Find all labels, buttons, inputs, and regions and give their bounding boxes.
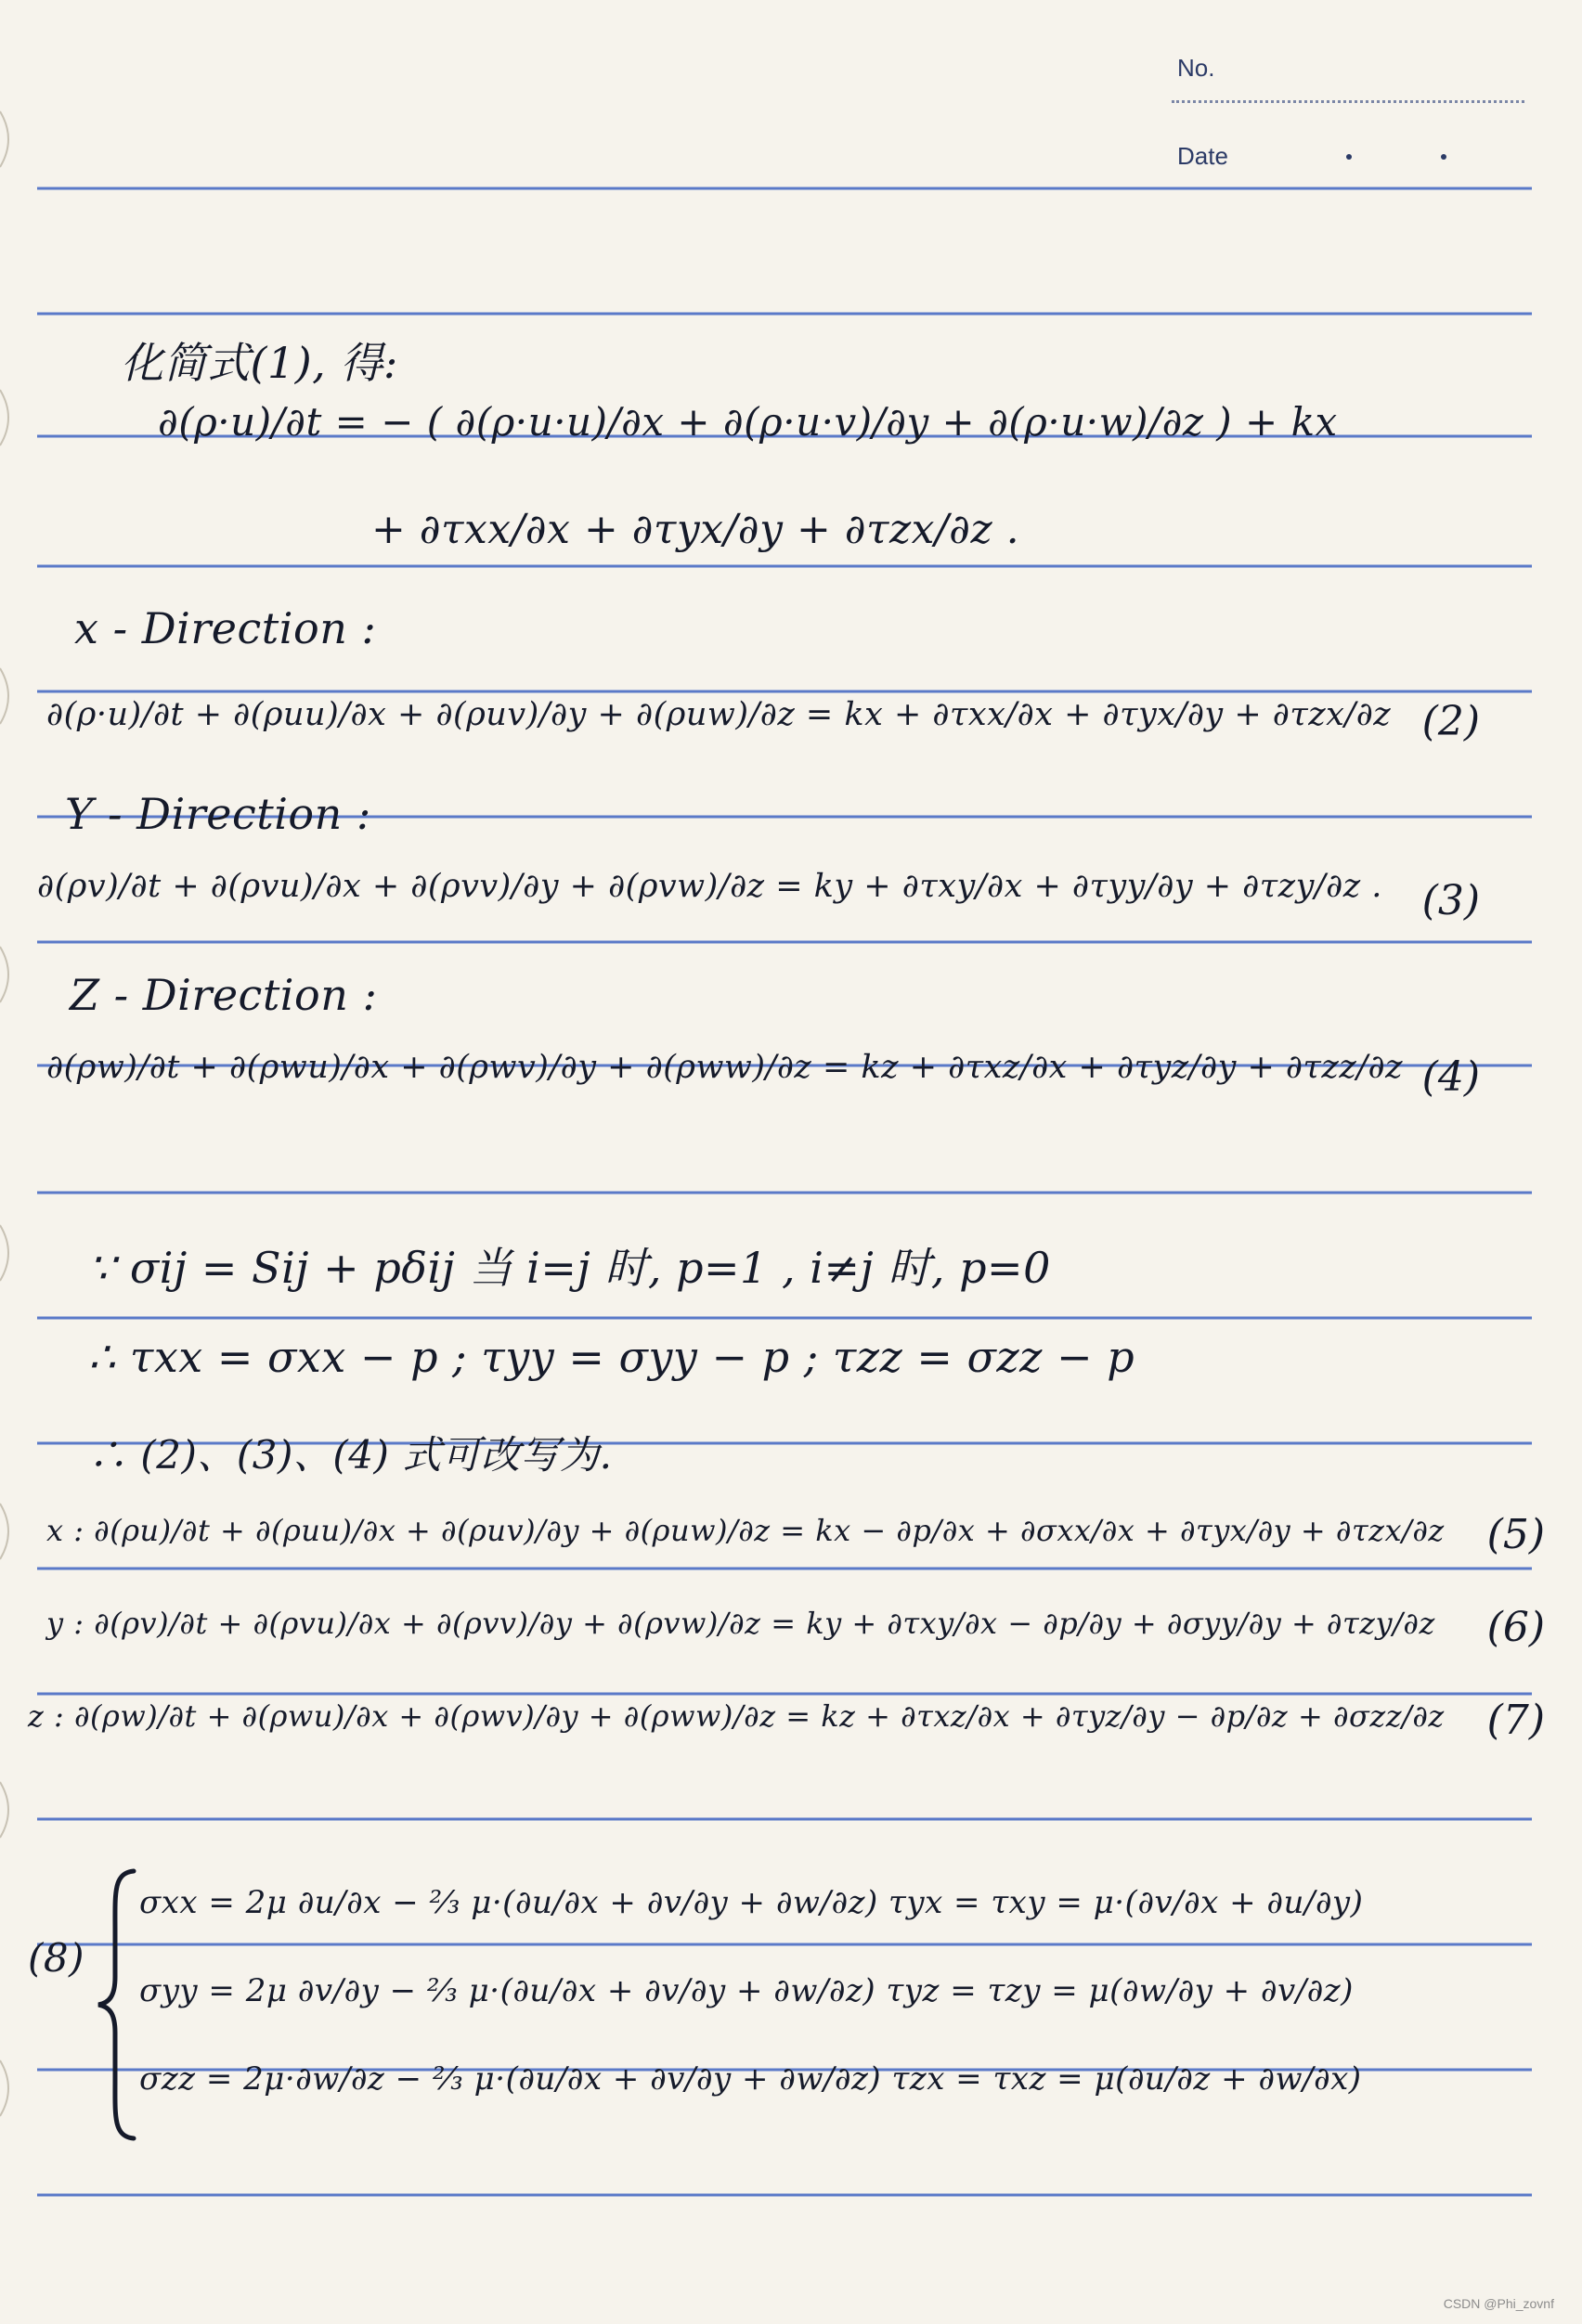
- header-no-line: [1172, 100, 1524, 103]
- equation-6-number: (6): [1486, 1604, 1545, 1651]
- header-no-label: No.: [1177, 54, 1215, 82]
- equation-2: ∂(ρ·u)/∂t + ∂(ρuu)/∂x + ∂(ρuv)/∂y + ∂(ρuw)/∂z = kx + ∂τxx/∂x + ∂τyx/∂y + ∂τzx/∂z: [46, 696, 1392, 733]
- therefore-line-1: ∴ τxx = σxx − p ; τyy = σyy − p ; τzz = σzz − p: [88, 1332, 1135, 1382]
- equation-5-number: (5): [1486, 1511, 1545, 1558]
- z-direction-heading: Z - Direction :: [70, 970, 378, 1020]
- date-separator-dot: [1346, 154, 1352, 160]
- equation-6: y : ∂(ρv)/∂t + ∂(ρvu)/∂x + ∂(ρvv)/∂y + ∂(ρvw)/∂z = ky + ∂τxy/∂x − ∂p/∂y + ∂σyy/∂y + ∂τzy/∂z: [46, 1606, 1435, 1641]
- header-date-label: Date: [1177, 142, 1228, 170]
- equation-3: ∂(ρv)/∂t + ∂(ρvu)/∂x + ∂(ρvv)/∂y + ∂(ρvw)/∂z = ky + ∂τxy/∂x + ∂τyy/∂y + ∂τzy/∂z .: [37, 868, 1382, 905]
- system-brace: [93, 1866, 139, 2144]
- equation-7: z : ∂(ρw)/∂t + ∂(ρwu)/∂x + ∂(ρwv)/∂y + ∂(ρww)/∂z = kz + ∂τxz/∂x + ∂τyz/∂y − ∂p/∂z + ∂σzz/∂z: [28, 1698, 1445, 1734]
- equation-2-number: (2): [1421, 698, 1480, 745]
- therefore-line-2: ∴ (2)、(3)、(4) 式可改写为.: [88, 1432, 613, 1478]
- x-direction-heading: x - Direction :: [74, 603, 377, 653]
- equation-1b: + ∂τxx/∂x + ∂τyx/∂y + ∂τzx/∂z .: [371, 506, 1020, 553]
- equation-4-number: (4): [1421, 1053, 1480, 1101]
- equation-5: x : ∂(ρu)/∂t + ∂(ρuu)/∂x + ∂(ρuv)/∂y + ∂(ρuw)/∂z = kx − ∂p/∂x + ∂σxx/∂x + ∂τyx/∂y + ∂τzx/∂z: [46, 1513, 1445, 1548]
- y-direction-heading: Y - Direction :: [65, 789, 371, 839]
- equation-7-number: (7): [1486, 1697, 1545, 1744]
- watermark: CSDN @Phi_zovnf: [1443, 2296, 1554, 2311]
- date-separator-dot: [1441, 154, 1446, 160]
- equation-8-label: (8): [28, 1935, 84, 1981]
- because-line: ∵ σij = Sij + pδij 当 i=j 时, p=1 , i≠j 时, p=0: [88, 1243, 1051, 1293]
- equation-8b: σyy = 2μ ∂v/∂y − ⅔ μ·(∂u/∂x + ∂v/∂y + ∂w/∂z) τyz = τzy = μ(∂w/∂y + ∂v/∂z): [139, 1972, 1354, 2009]
- equation-3-number: (3): [1421, 877, 1480, 924]
- equation-8c: σzz = 2μ·∂w/∂z − ⅔ μ·(∂u/∂x + ∂v/∂y + ∂w/∂z) τzx = τxz = μ(∂u/∂z + ∂w/∂x): [139, 2060, 1362, 2098]
- equation-4: ∂(ρw)/∂t + ∂(ρwu)/∂x + ∂(ρwv)/∂y + ∂(ρww)/∂z = kz + ∂τxz/∂x + ∂τyz/∂y + ∂τzz/∂z: [46, 1049, 1404, 1086]
- intro-line: 化简式(1), 得:: [121, 338, 398, 388]
- equation-8a: σxx = 2μ ∂u/∂x − ⅔ μ·(∂u/∂x + ∂v/∂y + ∂w/∂z) τyx = τxy = μ·(∂v/∂x + ∂u/∂y): [139, 1884, 1364, 1921]
- equation-1a: ∂(ρ·u)/∂t = − ( ∂(ρ·u·u)/∂x + ∂(ρ·u·v)/∂y + ∂(ρ·u·w)/∂z ) + kx: [158, 399, 1338, 445]
